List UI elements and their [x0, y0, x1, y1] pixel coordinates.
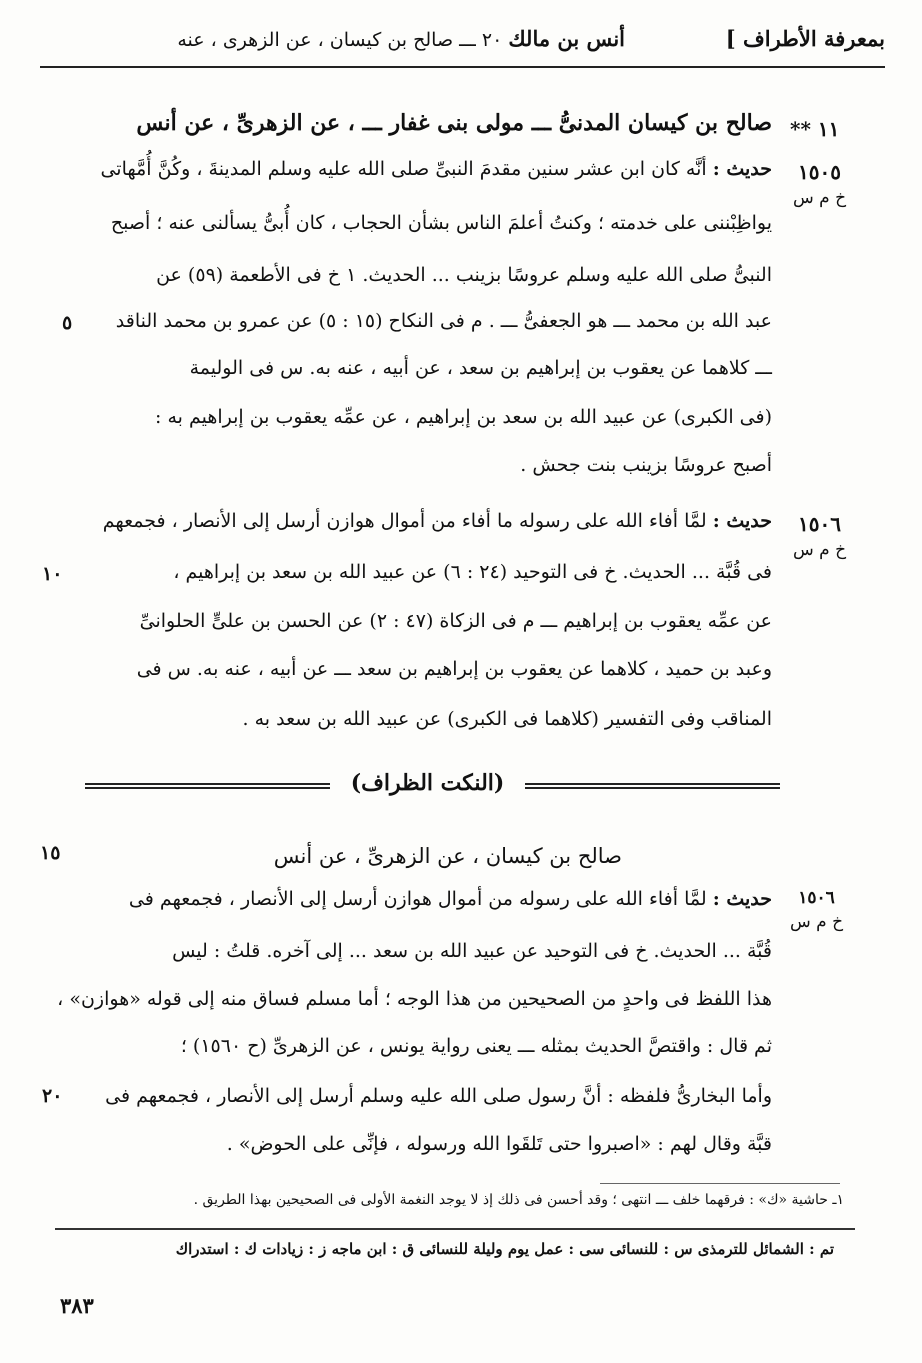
entry-codes-1506: خ م س — [793, 540, 847, 560]
line-marker-20: ٢٠ — [42, 1085, 63, 1107]
nukat-divider — [85, 770, 780, 804]
nukat-entry-codes: خ م س — [790, 912, 844, 932]
nukat-line-2: قُبَّة ... الحديث. خ فى التوحيد عن عبيد الله بن سعد ... إلى آخره. قلتُ : ليس — [172, 940, 772, 962]
header-chapter — [177, 26, 625, 51]
header-chapter-name: أنس بن مالك — [508, 26, 625, 51]
entry-1505-line-7: أصبح عروسًا بزينب بنت جحش . — [520, 454, 772, 476]
running-header — [40, 26, 885, 58]
entry-1505-lead: حديث : — [712, 158, 772, 180]
nukat-line-4: ثم قال : واقتصَّ الحديث بمثله ـــ يعنى رواية يونس ، عن الزهرىِّ (ح ١٥٦٠) ؛ — [180, 1035, 772, 1057]
section-title: صالح بن كيسان المدنىُّ ـــ مولى بنى غفار ـــ ، عن الزهرىِّ ، عن أنس — [136, 110, 772, 136]
divider-bar-left — [85, 783, 330, 789]
page-number: ٣٨٣ — [60, 1293, 94, 1318]
entry-1506-text-1: لمَّا أفاء الله على رسوله ما أفاء من أموال هوازن أرسل إلى الأنصار ، فجمعهم — [102, 510, 707, 532]
entry-1505-text-1: أنَّه كان ابن عشر سنين مقدمَ النبىِّ صلى الله عليه وسلم المدينةَ ، وكُنَّ أُمَّهاتى — [100, 158, 707, 180]
line-marker-10: ١٠ — [42, 563, 63, 585]
nukat-entry-number-1506 — [790, 888, 843, 932]
entry-1505-line-4: عبد الله بن محمد ـــ هو الجعفىُّ ـــ . م فى النكاح (١٥ : ٥) عن عمرو بن محمد الناقد — [115, 310, 772, 332]
entry-number-1506-value: ١٥٠٦ — [798, 512, 842, 536]
abbreviation-legend: تم : الشمائل للترمذى س : للنسائى سى : عمل يوم وليلة للنسائى ق : ابن ماجه ز : زيادات ك : استدراك — [175, 1240, 834, 1258]
entry-1505-line-5: ـــ كلاهما عن يعقوب بن إبراهيم بن سعد ، عن أبيه ، عنه به. س فى الوليمة — [189, 357, 772, 379]
line-marker-15: ١٥ — [40, 842, 61, 864]
entry-1506-lead: حديث : — [712, 510, 772, 532]
entry-codes-1505: خ م س — [793, 188, 847, 208]
nukat-entry-number-value: ١٥٠٦ — [798, 888, 835, 908]
section-number: ١١ ** — [790, 117, 840, 141]
divider-bar-right — [525, 783, 780, 789]
footnote: ١ـ حاشية «ك» : فرقهما خلف ـــ انتهى ؛ وقد أحسن فى ذلك إذ لا يوجد النغمة الأولى فى الصحيحين بهذا الطريق . — [193, 1192, 844, 1208]
header-chapter-rest: ٢٠ ـــ صالح بن كيسان ، عن الزهرى ، عنه — [177, 29, 509, 51]
entry-1505-line-3: النبىُّ صلى الله عليه وسلم عروسًا بزينب ... الحديث. ١ خ فى الأطعمة (٥٩) عن — [156, 264, 772, 286]
entry-1506-line-5: المناقب وفى التفسير (كلاهما فى الكبرى) عن عبيد الله بن سعد به . — [242, 708, 772, 730]
header-book-title: بمعرفة الأطراف ] — [725, 26, 885, 51]
line-marker-5: ٥ — [62, 312, 73, 334]
footnote-separator — [600, 1183, 840, 1184]
entry-1506-line-2: فى قُبَّة ... الحديث. خ فى التوحيد (٢٤ : ٦) عن عبيد الله بن سعد بن إبراهيم ، — [173, 561, 772, 583]
nukat-line-3: هذا اللفظ فى واحدٍ من الصحيحين من هذا الوجه ؛ أما مسلم فساق منه إلى قوله «هوازن» ، — [57, 988, 772, 1010]
nukat-text-1: لمَّا أفاء الله على رسوله من أموال هوازن أرسل إلى الأنصار ، فجمعهم فى — [128, 888, 707, 910]
nukat-line-1 — [129, 890, 772, 909]
section-2-title: صالح بن كيسان ، عن الزهرىِّ ، عن أنس — [273, 844, 622, 868]
entry-number-1505-value: ١٥٠٥ — [798, 160, 842, 184]
nukat-line-6: قبَّة وقال لهم : «اصبروا حتى تَلقَوا الله ورسوله ، فإنِّى على الحوض» . — [226, 1133, 772, 1155]
nukat-lead: حديث : — [712, 888, 772, 910]
entry-number-1505 — [793, 160, 846, 208]
entry-1505-line-1 — [100, 160, 772, 179]
nukat-line-5: وأما البخارىُّ فلفظه : أنَّ رسول صلى الله عليه وسلم أرسل إلى الأنصار ، فجمعهم فى — [105, 1085, 772, 1107]
entry-number-1506 — [793, 512, 846, 560]
header-rule — [40, 66, 885, 68]
entry-1506-line-1 — [103, 512, 772, 531]
entry-1506-line-3: عن عمِّه يعقوب بن إبراهيم ـــ م فى الزكاة (٤٧ : ٢) عن الحسن بن علىٍّ الحلوانىِّ — [139, 610, 772, 632]
entry-1506-line-4: وعبد بن حميد ، كلاهما عن يعقوب بن إبراهيم بن سعد ـــ عن أبيه ، عنه به. س فى — [136, 658, 772, 680]
entry-1505-line-6: (فى الكبرى) عن عبيد الله بن سعد بن إبراهيم ، عن عمِّه يعقوب بن إبراهيم به : — [155, 406, 772, 428]
entry-1505-line-2: يواظِبْننى على خدمته ؛ وكنتُ أعلمَ الناس بشأن الحجاب ، كان أُبىُّ يسألنى عنه ؛ أصبح — [110, 212, 772, 234]
legend-rule — [55, 1228, 855, 1230]
divider-label: (النكت الظراف) — [350, 770, 505, 796]
